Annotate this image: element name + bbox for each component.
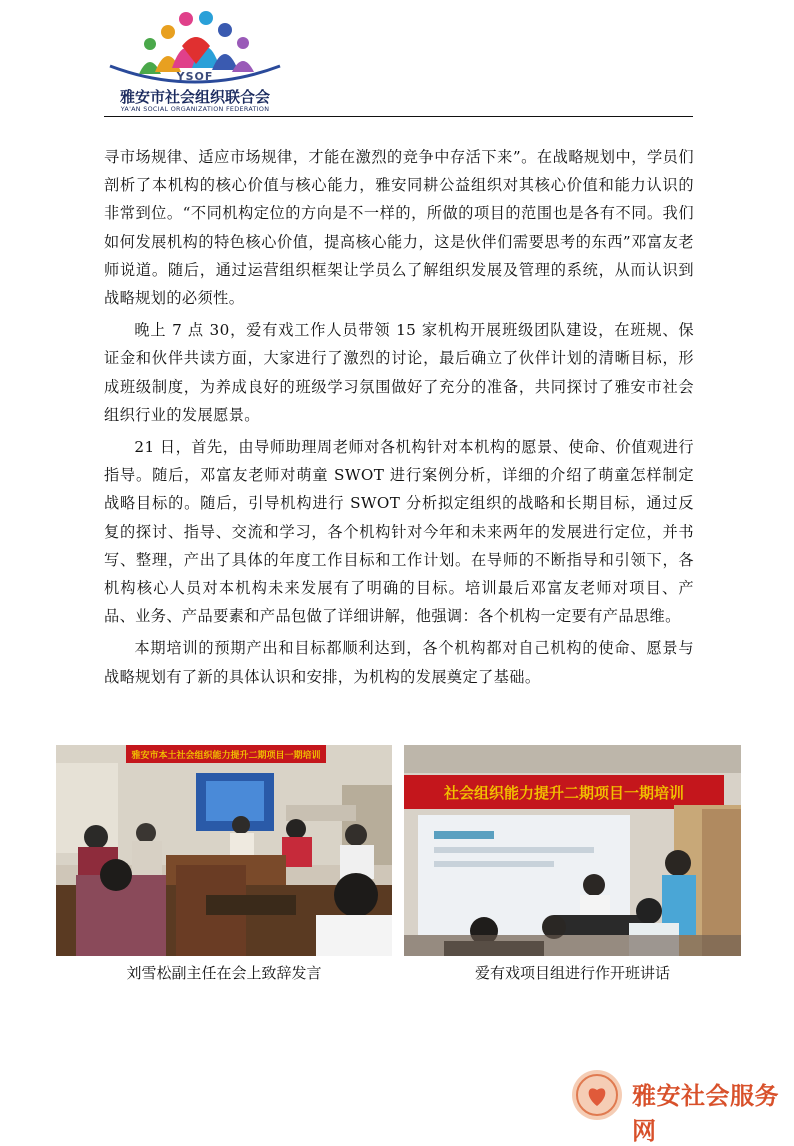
left-banner-text: 雅安市本土社会组织能力提升二期项目一期培训 <box>131 751 321 761</box>
site-watermark <box>570 1068 794 1145</box>
photo-training-room-left <box>56 745 392 956</box>
header-logo <box>106 6 284 116</box>
speaker-photo-image <box>404 745 741 956</box>
left-photo-caption: 刘雪松副主任在会上致辞发言 <box>126 964 322 982</box>
right-photo-caption: 爱有戏项目组进行作开班讲话 <box>474 964 670 982</box>
logo-abbreviation: YSOF <box>176 70 214 83</box>
logo-organization-name: 雅安市社会组织联合会 <box>119 88 270 106</box>
paragraph: 晚上 7 点 30，爱有戏工作人员带领 15 家机构开展班级团队建设，在班规、保证金和伙伴共读方面，大家进行了激烈的讨论，最后确立了伙伴计划的清晰目标，形成班级制度，为养成良好的班级学习氛围做好了充分的准备，共同探讨了雅安市社会组织行业的发展愿景。 <box>104 321 694 424</box>
photo-training-room-right <box>404 745 741 956</box>
watermark-text: 雅安社会服务网 <box>632 1082 779 1145</box>
header-divider <box>104 116 693 117</box>
article-body <box>104 143 694 691</box>
seal-logo-icon <box>570 1068 624 1122</box>
paragraph: 寻市场规律、适应市场规律，才能在激烈的竞争中存活下来”。在战略规划中，学员们剖析了本机构的核心价值与核心能力，雅安同耕公益组织对其核心价值和能力认识的非常到位。“不同机构定位的方向是不一样的，所做的项目的范围也是各有不同。我们如何发展机构的特色核心价值，提高核心能力，这是伙伴们需要思考的东西”邓富友老师说道。随后，通过运营组织框架让学员么了解组织发展及管理的系统，从而认识到战略规划的必须性。 <box>104 148 694 308</box>
logo-english-name: YA'AN SOCIAL ORGANIZATION FEDERATION <box>120 105 270 113</box>
right-banner-text: 社会组织能力提升二期项目一期培训 <box>443 784 685 802</box>
paragraph: 21 日，首先，由导师助理周老师对各机构针对本机构的愿景、使命、价值观进行指导。随后，邓富友老师对萌童 SWOT 进行案例分析，详细的介绍了萌童怎样制定战略目标的。随后，引导机构进行 SWOT 分析拟定组织的战略和长期目标，通过反复的探讨、指导、交流和学习，各个机构针对今年和未来两年的发展进行定位，并书写、整理，产出了具体的年度工作目标和工作计划。在导师的不断指导和引领下，各机构核心人员对本机构未来发展有了明确的目标。培训最后邓富友老师对项目、产品、业务、产品要素和产品包做了详细讲解，他强调：各个机构一定要有产品思维。 <box>104 438 694 626</box>
paragraph: 本期培训的预期产出和目标都顺利达到，各个机构都对自己机构的使命、愿景与战略规划有了新的具体认识和安排，为机构的发展奠定了基础。 <box>104 639 694 686</box>
classroom-photo-image <box>56 745 392 956</box>
